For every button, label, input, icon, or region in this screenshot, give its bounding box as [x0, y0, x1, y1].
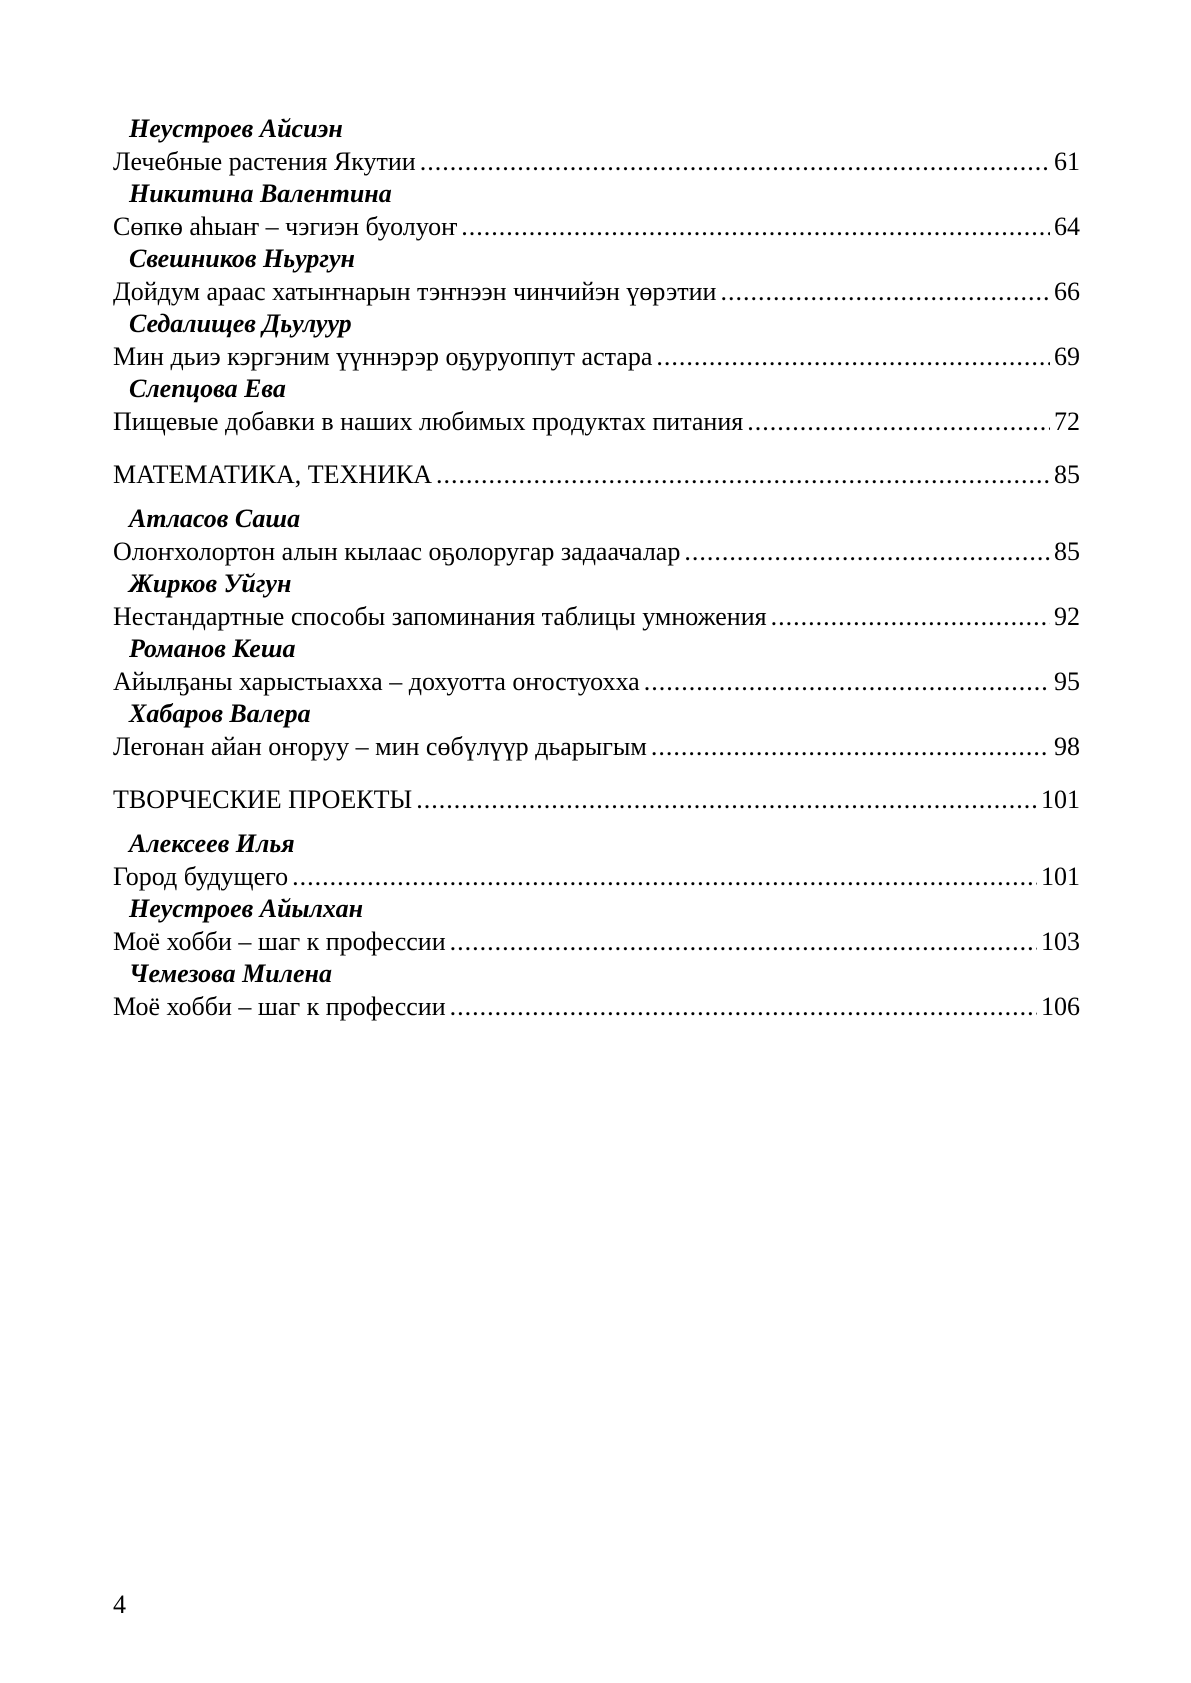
entry-title: Моё хобби – шаг к профессии	[113, 927, 446, 956]
dot-leader	[684, 535, 1050, 568]
author-name: Атласов Саша	[129, 504, 301, 533]
page-number: 4	[113, 1590, 126, 1619]
toc-entry	[113, 535, 1080, 568]
dot-leader	[436, 458, 1050, 491]
entry-page: 95	[1054, 667, 1080, 696]
entry-page: 103	[1041, 927, 1080, 956]
section-title: МАТЕМАТИКА, ТЕХНИКА	[113, 460, 432, 489]
toc-entry	[113, 405, 1080, 438]
entry-page: 72	[1054, 407, 1080, 436]
entry-page: 98	[1054, 732, 1080, 761]
toc-group	[113, 458, 1080, 763]
dot-leader	[420, 145, 1050, 178]
toc-item	[113, 698, 1080, 763]
toc-group	[113, 113, 1080, 438]
dot-leader	[651, 730, 1050, 763]
entry-page: 69	[1054, 342, 1080, 371]
entry-page: 61	[1054, 147, 1080, 176]
toc-item	[113, 113, 1080, 178]
section-page: 85	[1054, 460, 1080, 489]
entry-title: Мин дьиэ кэргэним үүннэрэр оҕуруоппут астара	[113, 342, 653, 371]
author-name: Неустроев Айылхан	[129, 894, 363, 923]
toc-item	[113, 568, 1080, 633]
section-title: ТВОРЧЕСКИЕ ПРОЕКТЫ	[113, 785, 413, 814]
toc-item	[113, 958, 1080, 1023]
author-name: Чемезова Милена	[129, 959, 332, 988]
toc-item	[113, 373, 1080, 438]
dot-leader	[461, 210, 1050, 243]
author-name: Слепцова Ева	[129, 374, 286, 403]
toc-entry	[113, 210, 1080, 243]
toc-entry	[113, 145, 1080, 178]
toc-entry	[113, 925, 1080, 958]
section-heading	[113, 458, 1080, 491]
dot-leader	[416, 783, 1037, 816]
entry-title: Нестандартные способы запоминания таблицы умножения	[113, 602, 767, 631]
dot-leader	[656, 340, 1050, 373]
entry-title: Лечебные растения Якутии	[113, 147, 416, 176]
dot-leader	[771, 600, 1050, 633]
dot-leader	[450, 990, 1037, 1023]
entry-page: 66	[1054, 277, 1080, 306]
entry-page: 64	[1054, 212, 1080, 241]
dot-leader	[720, 275, 1050, 308]
author-name: Хабаров Валера	[129, 699, 311, 728]
entry-page: 92	[1054, 602, 1080, 631]
toc-item	[113, 503, 1080, 568]
toc-item	[113, 633, 1080, 698]
entry-title: Олоҥхолортон алын кылаас оҕолоругар задаачалар	[113, 537, 681, 566]
toc-entry	[113, 275, 1080, 308]
toc-item	[113, 308, 1080, 373]
author-name: Никитина Валентина	[129, 179, 392, 208]
entry-title: Дойдум араас хатыҥнарын тэҥнээн чинчийэн үөрэтии	[113, 277, 717, 306]
entry-title: Моё хобби – шаг к профессии	[113, 992, 446, 1021]
entry-title: Город будущего	[113, 862, 289, 891]
toc-entry	[113, 340, 1080, 373]
author-name: Романов Кеша	[129, 634, 296, 663]
author-name: Седалищев Дьулуур	[129, 309, 352, 338]
entry-page: 106	[1041, 992, 1080, 1021]
toc-entry	[113, 600, 1080, 633]
toc-entry	[113, 665, 1080, 698]
section-page: 101	[1041, 785, 1080, 814]
toc-entry	[113, 860, 1080, 893]
toc-item	[113, 243, 1080, 308]
entry-title: Пищевые добавки в наших любимых продуктах питания	[113, 407, 744, 436]
author-name: Неустроев Айсиэн	[129, 114, 343, 143]
dot-leader	[644, 665, 1050, 698]
entry-page: 101	[1041, 862, 1080, 891]
dot-leader	[450, 925, 1037, 958]
entry-title: Сөпкө аһыаҥ – чэгиэн буолуоҥ	[113, 212, 458, 241]
dot-leader	[747, 405, 1050, 438]
table-of-contents	[113, 113, 1080, 1023]
author-name: Свешников Ньургун	[129, 244, 355, 273]
entry-page: 85	[1054, 537, 1080, 566]
toc-group	[113, 783, 1080, 1023]
toc-item	[113, 893, 1080, 958]
dot-leader	[292, 860, 1037, 893]
author-name: Жирков Уйгун	[129, 569, 292, 598]
author-name: Алексеев Илья	[129, 829, 295, 858]
toc-entry	[113, 990, 1080, 1023]
toc-item	[113, 178, 1080, 243]
toc-item	[113, 828, 1080, 893]
toc-entry	[113, 730, 1080, 763]
entry-title: Айылҕаны харыстыахха – дохуотта оҥостуохха	[113, 667, 640, 696]
entry-title: Легонан айан оҥоруу – мин сөбүлүүр дьарыгым	[113, 732, 647, 761]
section-heading	[113, 783, 1080, 816]
